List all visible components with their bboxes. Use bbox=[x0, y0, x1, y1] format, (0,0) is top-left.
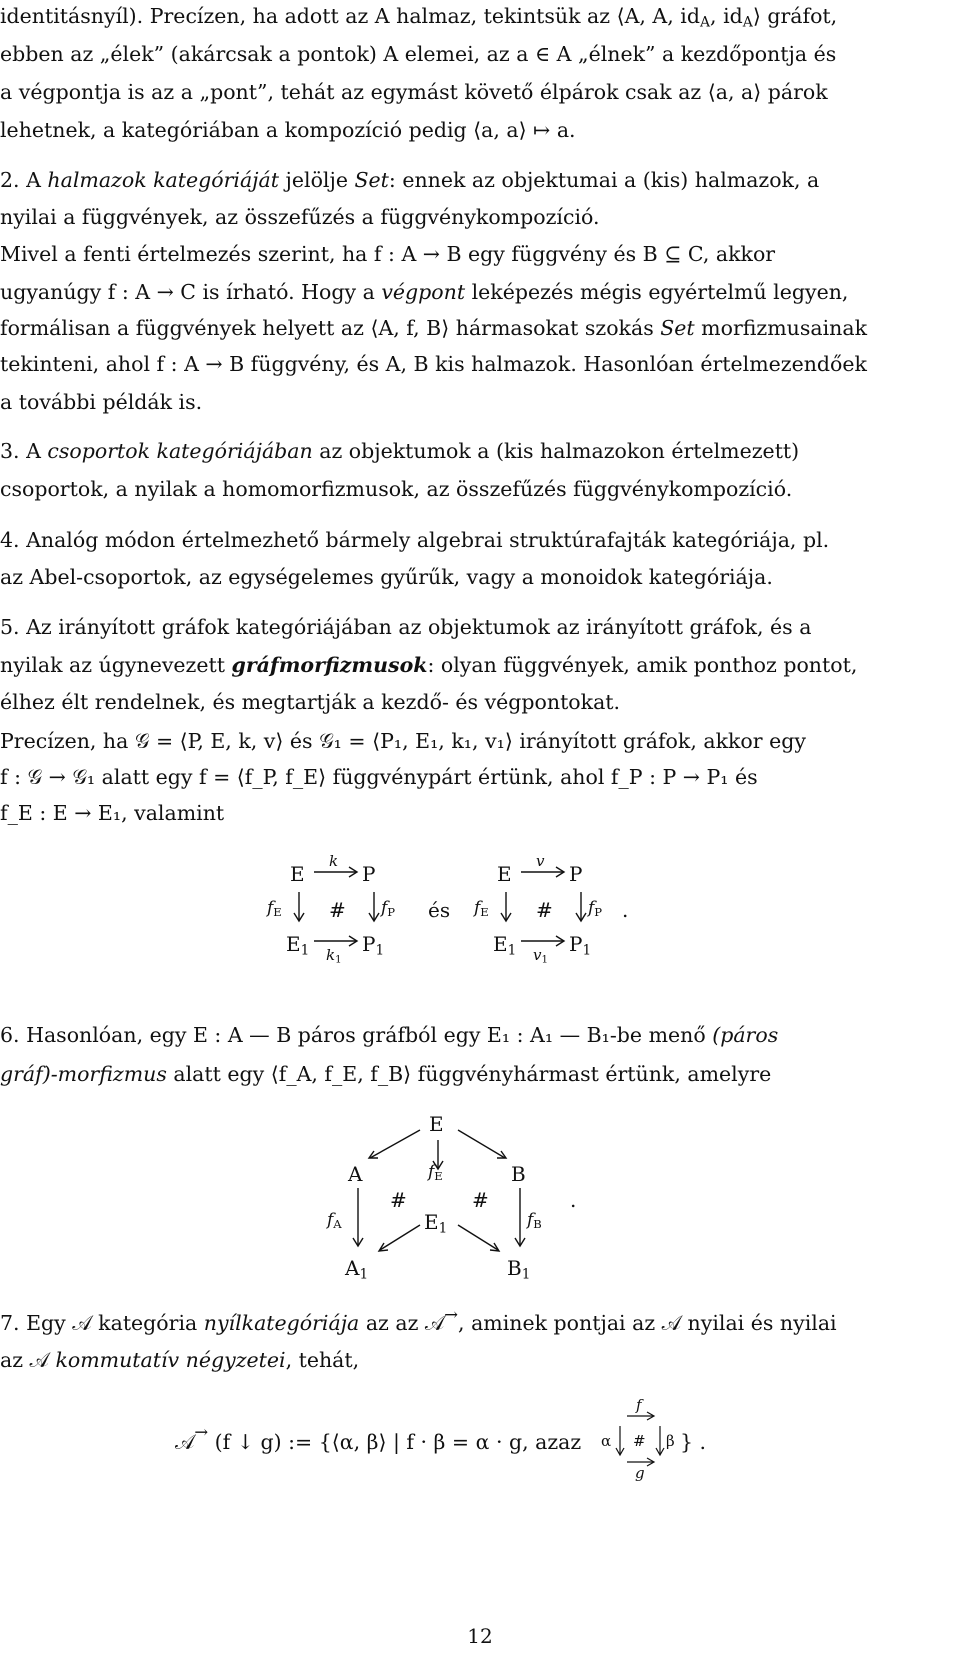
d1-right-E1: $E_1$ bbox=[493, 932, 517, 959]
d2-fA: $f_A$ bbox=[327, 1210, 342, 1231]
d1-left-fE: $f_E$ bbox=[267, 898, 282, 919]
item-5-line-3: élhez élt rendelnek, és megtartják a kezdő- és végpontokat. bbox=[0, 690, 621, 714]
d2-hash-right: # bbox=[472, 1188, 489, 1212]
item-2-line-7: a további példák is. bbox=[0, 390, 203, 414]
d1-es: és bbox=[428, 898, 451, 922]
d1-left-k1: $k_1$ bbox=[326, 946, 342, 966]
d1-right-P1: $P_1$ bbox=[569, 932, 592, 959]
page-number: 12 bbox=[467, 1624, 493, 1648]
arrow-category-definition: 𝒜→ (f ↓ g) := {⟨α, β⟩ | f · β = α · g, azaz bbox=[175, 1422, 582, 1454]
item-4-line-1: 4. Analóg módon értelmezhető bármely algebrai struktúrafajták kategóriája, pl. bbox=[0, 528, 830, 552]
d1-right-v: v bbox=[536, 852, 545, 870]
text-line-1: identitásnyíl). Precízen, ha adott az A halmaz, tekintsük az ⟨A, A, $id_A$, $id_A⟩$ gráfot, bbox=[0, 4, 838, 31]
d2-dot: . bbox=[570, 1188, 577, 1212]
item-2-line-1: 2. A halmazok kategóriáját jelölje Set: ennek az objektumai a (kis) halmazok, a bbox=[0, 168, 820, 192]
item-4-line-2: az Abel-csoportok, az egységelemes gyűrűk, vagy a monoidok kategóriája. bbox=[0, 565, 773, 589]
item-2-line-3: Mivel a fenti értelmezés szerint, ha f : A → B egy függvény és B ⊆ C, akkor bbox=[0, 242, 776, 266]
text-line-2: ebben az „élek” (akárcsak a pontok) A elemei, az a ∈ A „élnek” a kezdőpontja és bbox=[0, 42, 837, 66]
item-2-line-6: tekinteni, ahol f : A → B függvény, és A, B kis halmazok. Hasonlóan értelmezendőek bbox=[0, 352, 867, 376]
set-close-brace: } . bbox=[680, 1430, 707, 1454]
d2-fB: $f_B$ bbox=[527, 1210, 542, 1231]
item-5-line-1: 5. Az irányított gráfok kategóriájában az objektumok az irányított gráfok, és a bbox=[0, 615, 812, 639]
d2-E1: $E_1$ bbox=[424, 1210, 448, 1237]
d1-right-E: E bbox=[497, 862, 512, 886]
item-2-line-4: ugyanúgy f : A → C is írható. Hogy a végpont leképezés mégis egyértelmű legyen, bbox=[0, 280, 849, 304]
d1-right-v1: $v_1$ bbox=[533, 946, 548, 966]
item-5-line-6: f_E : E → E₁, valamint bbox=[0, 801, 225, 825]
item-3-line-2: csoportok, a nyilak a homomorfizmusok, az összefűzés függvénykompozíció. bbox=[0, 477, 793, 501]
d2-E: E bbox=[429, 1112, 444, 1136]
d1-left-E1: $E_1$ bbox=[286, 932, 310, 959]
item-5-line-5: f : 𝒢 → 𝒢₁ alatt egy f = ⟨f_P, f_E⟩ függvénypárt értünk, ahol f_P : P → P₁ és bbox=[0, 765, 758, 789]
item-3-line-1: 3. A csoportok kategóriájában az objektumok a (kis halmazokon értelmezett) bbox=[0, 439, 800, 463]
d3-hash: # bbox=[633, 1432, 646, 1450]
text-line-4: lehetnek, a kategóriában a kompozíció pedig ⟨a, a⟩ ↦ a. bbox=[0, 118, 576, 142]
d2-A1: $A_1$ bbox=[345, 1256, 369, 1283]
d1-right-dot: . bbox=[622, 898, 629, 922]
item-7-line-2: az 𝒜 kommutatív négyzetei, tehát, bbox=[0, 1348, 360, 1372]
d3-g: g bbox=[635, 1464, 645, 1482]
d1-left-hash: # bbox=[329, 898, 346, 922]
d1-right-hash: # bbox=[536, 898, 553, 922]
d2-A: A bbox=[348, 1162, 363, 1186]
d1-left-E: E bbox=[290, 862, 305, 886]
item-7-line-1: 7. Egy 𝒜 kategória nyílkategóriája az az 𝒜→, aminek pontjai az 𝒜 nyilai és nyilai bbox=[0, 1305, 837, 1335]
d1-right-fE: $f_E$ bbox=[474, 898, 489, 919]
d1-left-P1: $P_1$ bbox=[362, 932, 385, 959]
d3-f: f bbox=[636, 1396, 642, 1414]
d2-B: B bbox=[511, 1162, 526, 1186]
item-6-line-1: 6. Hasonlóan, egy E : A — B páros gráfból egy E₁ : A₁ — B₁-be menő (páros bbox=[0, 1023, 779, 1047]
item-5-line-4: Precízen, ha 𝒢 = ⟨P, E, k, v⟩ és 𝒢₁ = ⟨P₁, E₁, k₁, v₁⟩ irányított gráfok, akkor egy bbox=[0, 729, 806, 753]
item-6-line-2: gráf)-morfizmus alatt egy ⟨f_A, f_E, f_B⟩ függvényhármast értünk, amelyre bbox=[0, 1062, 772, 1086]
item-5-line-2: nyilak az úgynevezett gráfmorfizmusok: olyan függvények, amik ponthoz pontot, bbox=[0, 653, 858, 677]
d2-hash-left: # bbox=[390, 1188, 407, 1212]
text-line-3: a végpontja is az a „pont”, tehát az egymást követő élpárok csak az ⟨a, a⟩ párok bbox=[0, 80, 828, 104]
d1-left-k: k bbox=[329, 852, 339, 870]
d1-left-fP: $f_P$ bbox=[381, 898, 396, 919]
d1-left-P: P bbox=[362, 862, 376, 886]
d3-beta: β bbox=[666, 1432, 675, 1450]
item-2-line-2: nyilai a függvények, az összefűzés a függvénykompozíció. bbox=[0, 205, 600, 229]
d2-B1: $B_1$ bbox=[507, 1256, 531, 1283]
d3-alpha: α bbox=[601, 1432, 612, 1450]
item-2-line-5: formálisan a függvények helyett az ⟨A, f, B⟩ hármasokat szokás Set morfizmusainak bbox=[0, 316, 868, 340]
d1-right-fP: $f_P$ bbox=[588, 898, 603, 919]
d1-right-P: P bbox=[569, 862, 583, 886]
d2-fE: $f_E$ bbox=[428, 1162, 443, 1183]
